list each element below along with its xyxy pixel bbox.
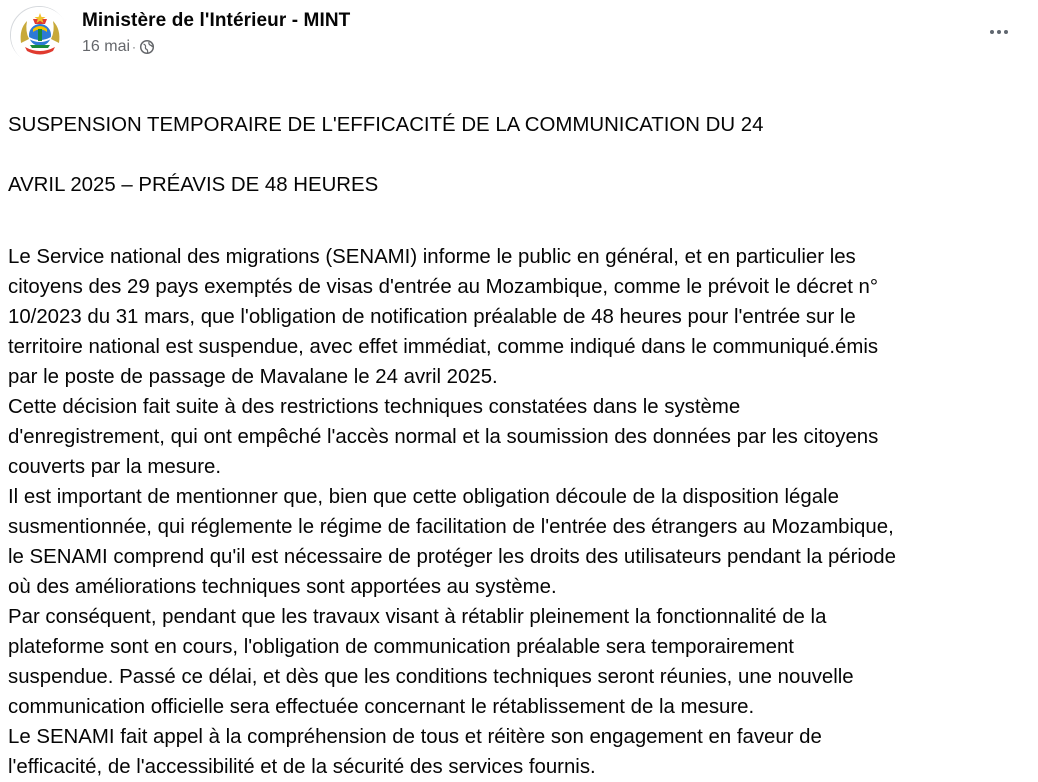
text-line: couverts par la mesure. — [8, 456, 222, 478]
text-line: Le Service national des migrations (SENAMI) informe le public en général, et en particulier les — [8, 246, 856, 268]
post-meta — [82, 6, 350, 56]
text-line: Il est important de mentionner que, bien que cette obligation découle de la disposition légale — [8, 486, 839, 508]
text-line: 10/2023 du 31 mars, que l'obligation de notification préalable de 48 heures pour l'entrée sur le — [8, 306, 856, 328]
more-options-icon[interactable] — [984, 22, 1014, 42]
text-line: Par conséquent, pendant que les travaux visant à rétablir pleinement la fonctionnalité de la — [8, 606, 827, 628]
post-date-link[interactable]: 16 mai — [82, 38, 131, 55]
text-line: Cette décision fait suite à des restrictions techniques constatées dans le système — [8, 396, 741, 418]
separator-dot: · — [132, 40, 137, 54]
post-title — [8, 80, 1038, 230]
text-line: plateforme sont en cours, l'obligation de communication préalable sera temporairement — [8, 636, 794, 658]
post-text — [8, 242, 1038, 782]
post-title-line: AVRIL 2025 – PRÉAVIS DE 48 HEURES — [8, 174, 379, 196]
text-line: susmentionnée, qui réglemente le régime de facilitation de l'entrée des étrangers au Mozambique, — [8, 516, 894, 538]
post-subline — [82, 38, 350, 56]
text-line: par le poste de passage de Mavalane le 24 avril 2025. — [8, 366, 498, 388]
text-line: territoire national est suspendue, avec effet immédiat, comme indiqué dans le communiqué.émis — [8, 336, 879, 358]
text-line: où des améliorations techniques sont apportées au système. — [8, 576, 557, 598]
coat-of-arms-icon[interactable] — [10, 6, 68, 64]
post-header — [10, 6, 350, 66]
globe-icon[interactable] — [139, 39, 155, 55]
text-line: citoyens des 29 pays exemptés de visas d'entrée au Mozambique, comme le prévoit le décret n° — [8, 276, 879, 298]
post-title-line: SUSPENSION TEMPORAIRE DE L'EFFICACITÉ DE LA COMMUNICATION DU 24 — [8, 114, 764, 136]
page-name-link[interactable]: Ministère de l'Intérieur - MINT — [82, 10, 351, 31]
text-line: d'enregistrement, qui ont empêché l'accès normal et la soumission des données par les citoyens — [8, 426, 879, 448]
text-line: communication officielle sera effectuée concernant le rétablissement de la mesure. — [8, 696, 755, 718]
text-line: Le SENAMI fait appel à la compréhension de tous et réitère son engagement en faveur de — [8, 726, 822, 748]
text-line: le SENAMI comprend qu'il est nécessaire de protéger les droits des utilisateurs pendant la période — [8, 546, 896, 568]
text-line: l'efficacité, de l'accessibilité et de la sécurité des services fournis. — [8, 756, 596, 778]
text-line: suspendue. Passé ce délai, et dès que les conditions techniques seront réunies, une nouvelle — [8, 666, 854, 688]
post-body — [8, 80, 1038, 782]
